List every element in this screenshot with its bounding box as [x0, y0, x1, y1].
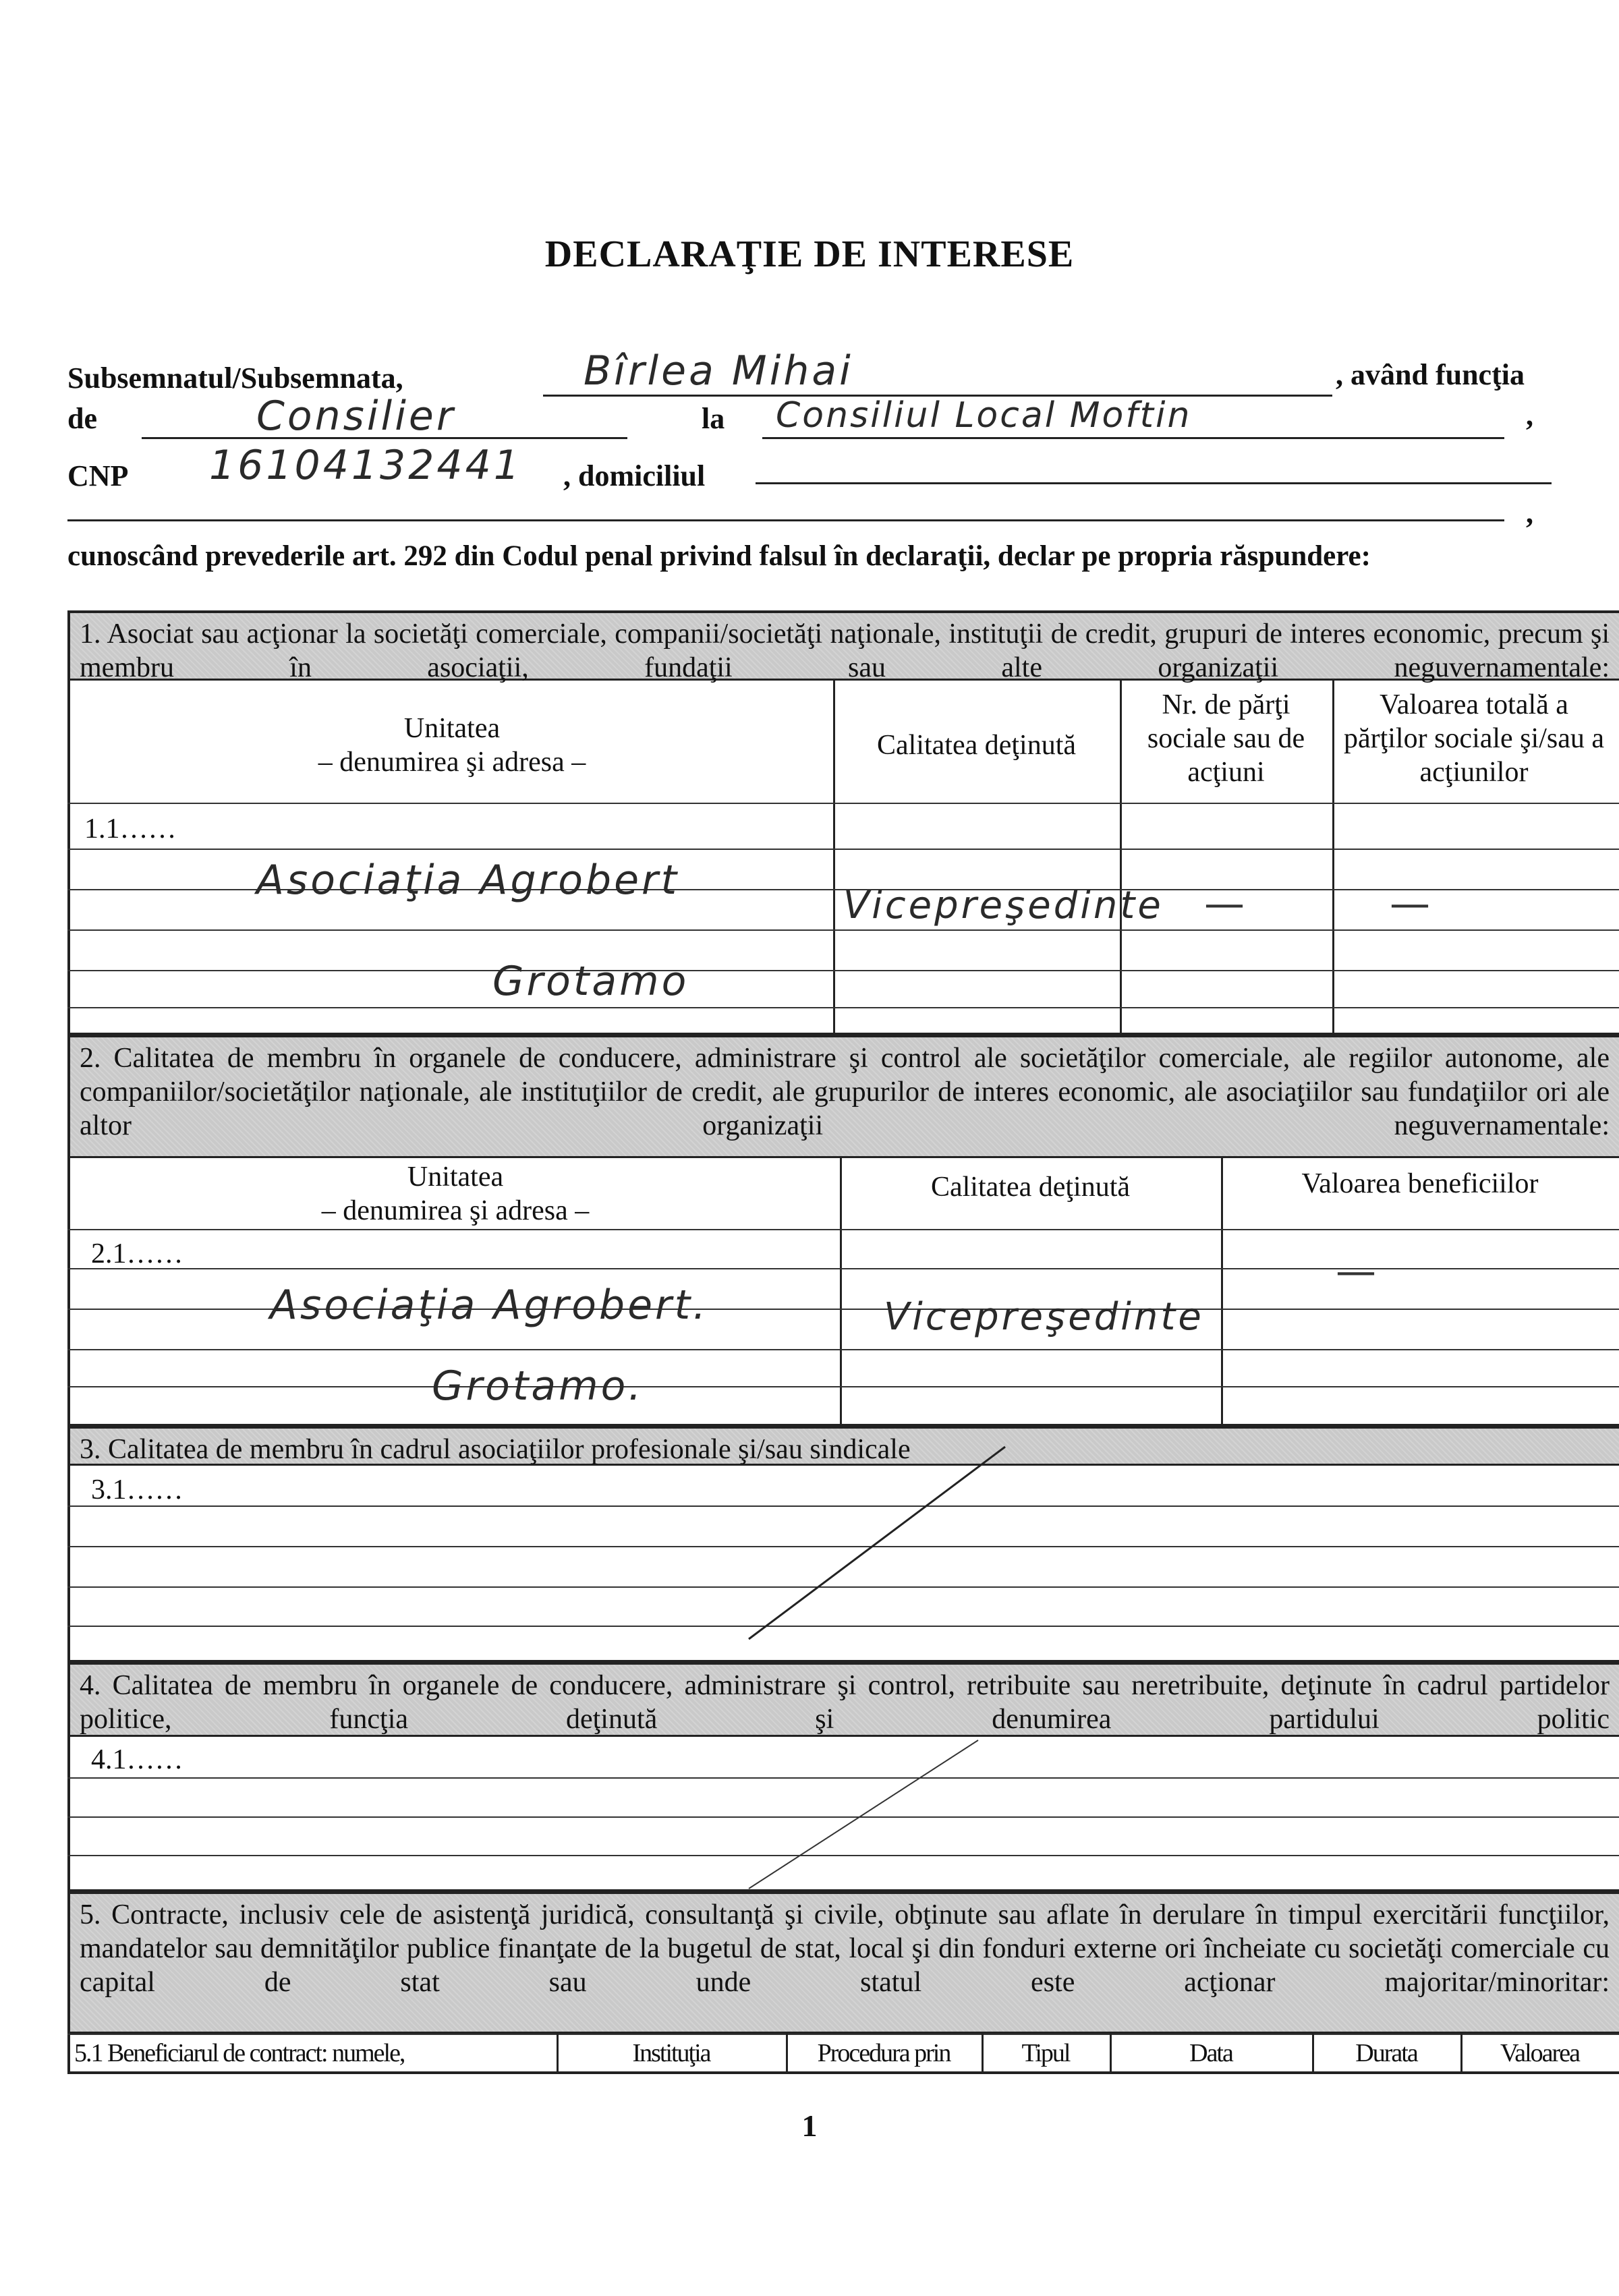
comma-1: ,	[1526, 399, 1533, 432]
s5-col-durata: Durata	[1355, 2039, 1417, 2067]
subsemnatul-label: Subsemnatul/Subsemnata,	[67, 362, 403, 395]
s1-row-line	[67, 849, 1619, 850]
s1-col-unitatea-sub: – denumirea şi adresa –	[318, 747, 586, 778]
section-1-box	[67, 610, 1619, 1035]
s1-hw-unitatea-1: Asociaţia Agrobert	[256, 857, 680, 904]
institutia-handwritten: Consiliul Local Moftin	[776, 395, 1192, 436]
s5-row-line	[67, 2072, 1619, 2074]
s5-divider	[1312, 2034, 1314, 2072]
s3-cross-out-stroke	[742, 1443, 1012, 1646]
s2-col-calitatea: Calitatea deţinută	[930, 1172, 1131, 1203]
s1-divider	[1120, 681, 1122, 1035]
s1-hw-nr: —	[1204, 880, 1245, 927]
functia-field[interactable]	[142, 393, 627, 440]
s1-col-unitatea	[74, 712, 830, 779]
s5-divider	[1110, 2034, 1112, 2072]
s2-hw-calitatea: Vicepreşedinte	[884, 1295, 1204, 1339]
s2-hw-unitatea-2: Grotamo.	[432, 1362, 644, 1410]
s1-col-valoare: Valoarea totală a părţilor sociale şi/sau a acţiunilor	[1343, 689, 1605, 788]
s1-row-line	[67, 803, 1619, 804]
s1-divider	[833, 681, 835, 1035]
section-2-heading: 2. Calitatea de membru în organele de conducere, administrare şi control ale societăţilor comerciale, ale regiilor autonome, ale companiilor/societăţilor naţionale, ale instituţiilor de credit, ale grupurilor de interes economic, ale asociaţiilor sau fundaţiilor ori ale altor organizaţii neguvernamentale:	[70, 1035, 1619, 1158]
de-label: de	[67, 402, 97, 435]
s2-hw-valoare: —	[1336, 1248, 1376, 1295]
s1-col-calitatea: Calitatea deţinută	[876, 730, 1077, 761]
declaration-text: cunoscând prevederile art. 292 din Codul penal privind falsul în declaraţii, declar pe propria răspundere:	[67, 540, 1371, 572]
cnp-handwritten: 16104132441	[209, 442, 522, 489]
section-2-box	[67, 1035, 1619, 1427]
s5-divider	[1460, 2034, 1462, 2072]
page-title: DECLARAŢIE DE INTERESE	[544, 233, 1075, 275]
domiciliul-field-continued[interactable]	[67, 486, 1504, 521]
s5-col-institutia: Instituţia	[632, 2039, 710, 2067]
s1-row-line	[67, 929, 1619, 931]
s2-row-label: 2.1……	[91, 1238, 183, 1269]
s1-divider	[1332, 681, 1334, 1035]
s1-hw-unitatea-2: Grotamo	[492, 958, 689, 1005]
s2-col-unitatea-sub: – denumirea şi adresa –	[321, 1195, 590, 1226]
s2-row-line	[67, 1268, 1619, 1269]
name-handwritten: Bîrlea Mihai	[584, 347, 853, 395]
s2-col-unitatea	[74, 1160, 836, 1228]
s1-col-unitatea-title: Unitatea	[403, 713, 501, 744]
s1-row-line	[67, 970, 1619, 971]
s1-row-label: 1.1……	[84, 813, 177, 844]
s3-row-label: 3.1……	[91, 1474, 183, 1505]
cnp-label: CNP	[67, 459, 129, 492]
section-1-heading: 1. Asociat sau acţionar la societăţi comerciale, companii/societăţi naţionale, instituţii de credit, grupuri de interes economic, precum şi membru în asociaţii, fundaţii sau alte organizaţii neguvernamentale:	[70, 613, 1619, 681]
s5-row-line	[67, 2034, 1619, 2035]
s1-hw-calitatea: Vicepreşedinte	[843, 884, 1164, 927]
functia-handwritten: Consilier	[256, 393, 456, 440]
institutia-field[interactable]	[762, 395, 1504, 439]
s2-col-valoarea: Valoarea beneficiilor	[1301, 1168, 1539, 1199]
section-5-heading: 5. Contracte, inclusiv cele de asistenţă juridică, consultanţă şi civile, obţinute sau aflate în derulare în timpul exercitării funcţiilor, mandatelor sau demnităţilor publice finanţate de la bugetul de stat, local şi din fonduri externe ori încheiate cu societăţi comerciale cu capital de stat sau unde statul este acţionar majoritar/minoritar:	[70, 1892, 1619, 2034]
domiciliul-field[interactable]	[756, 449, 1552, 484]
s5-divider	[786, 2034, 788, 2072]
s5-col-beneficiar: 5.1 Beneficiarul de contract: numele,	[74, 2039, 405, 2067]
s1-row-line	[67, 1007, 1619, 1008]
s4-cross-out-stroke	[742, 1733, 985, 1895]
s2-col-unitatea-title: Unitatea	[407, 1161, 504, 1193]
s1-hw-valoare: —	[1390, 880, 1430, 927]
s2-row-line	[67, 1229, 1619, 1230]
s4-row-label: 4.1……	[91, 1744, 183, 1775]
s5-divider	[557, 2034, 559, 2072]
s2-hw-unitatea-1: Asociaţia Agrobert.	[270, 1282, 709, 1329]
section-4-heading: 4. Calitatea de membru în organele de conducere, administrare şi control, retribuite sau neretribuite, deţinute în cadrul partidelor politice, funcţia deţinută şi denumirea partidului politic	[70, 1663, 1619, 1737]
s5-col-valoarea: Valoarea	[1500, 2039, 1579, 2067]
name-field[interactable]	[543, 347, 1332, 397]
s5-col-tipul: Tipul	[1021, 2039, 1070, 2067]
section-3-heading: 3. Calitatea de membru în cadrul asociaţiilor profesionale şi/sau sindicale	[70, 1427, 1619, 1466]
domiciliul-label: , domiciliul	[563, 459, 706, 492]
page-number: 1	[801, 2108, 818, 2143]
s5-col-procedura: Procedura prin	[817, 2039, 950, 2067]
avand-functia-label: , având funcţia	[1336, 358, 1525, 391]
s2-row-line	[67, 1386, 1619, 1387]
s2-row-line	[67, 1349, 1619, 1350]
comma-2: ,	[1526, 496, 1533, 529]
s5-col-data: Data	[1189, 2039, 1232, 2067]
s1-col-nr-parti: Nr. de părţi sociale sau de acţiuni	[1147, 689, 1305, 788]
s5-divider	[982, 2034, 984, 2072]
la-label: la	[702, 402, 725, 435]
